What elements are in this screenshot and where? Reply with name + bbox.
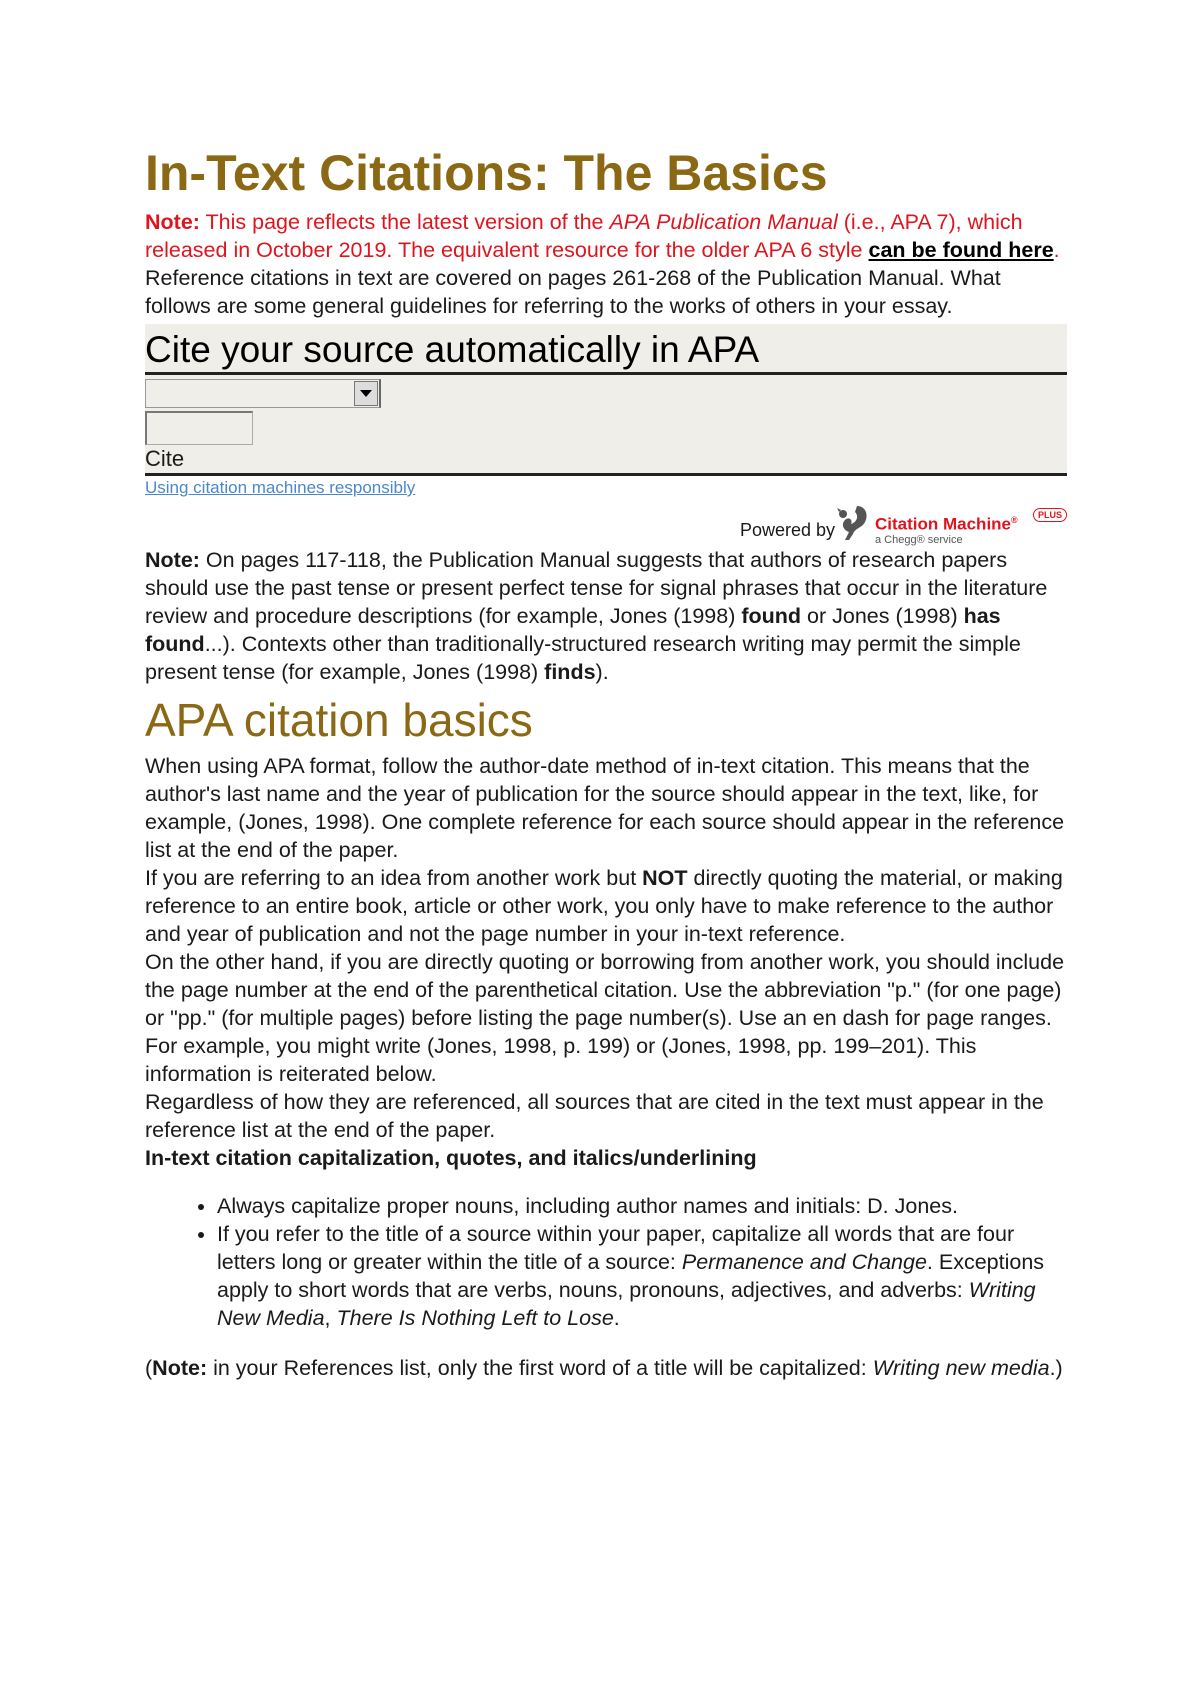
brand-mark: ® — [1011, 515, 1018, 525]
paragraph-reference-list: Regardless of how they are referenced, all sources that are cited in the text must appear in the reference list at the end of the paper. — [145, 1090, 1044, 1142]
apa6-link[interactable]: can be found here — [868, 238, 1054, 262]
subheading-capitalization: In-text citation capitalization, quotes, and italics/underlining — [145, 1146, 757, 1170]
list-item: • If you refer to the title of a source within your paper, capitalize all words that are four letters long or greater within the title of a source: Permanence and Change. Exceptions apply to short words that are verbs, nouns, pronouns, adjectives, and adverbs: Writing New Media, There Is Nothing Left to Lose. — [217, 1220, 1065, 1332]
intro-paragraph: Reference citations in text are covered on pages 261-268 of the Publication Manual. What follows are some general guidelines for referring to the works of others in your essay. — [145, 266, 1001, 318]
capitalization-list — [145, 1192, 1065, 1332]
source-search-input[interactable] — [145, 411, 253, 445]
citation-machine-logo[interactable] — [835, 500, 1075, 544]
chevron-down-icon[interactable] — [354, 381, 378, 406]
page-title: In-Text Citations: The Basics — [145, 145, 828, 201]
manual-title: APA Publication Manual — [609, 210, 838, 234]
tense-note: Note: On pages 117-118, the Publication Manual suggests that authors of research papers should use the past tense or present perfect tense for signal phrases that occur in the literature review and procedure descriptions (for example, Jones (1998) found or Jones (1998) has found...). Contexts other than traditionally-structured research writing may permit the simple present tense (for example, Jones (1998) finds). — [145, 548, 1048, 684]
powered-by-label: Powered by — [740, 520, 836, 540]
brand-name: Citation Machine® — [875, 514, 1018, 534]
citation-widget — [145, 324, 1067, 476]
brand-subtitle: a Chegg® service — [875, 534, 963, 546]
section-title: APA citation basics — [145, 694, 533, 746]
paragraph-quoting: On the other hand, if you are directly quoting or borrowing from another work, you should include the page number at the end of the parenthetical citation. Use the abbreviation "p." (for one page) or "pp." (for multiple pages) before listing the page number(s). Use an en dash for page ranges. For example, you might write (Jones, 1998, p. 199) or (Jones, 1998, pp. 199–201). This information is reiterated below. — [145, 950, 1065, 1086]
citation-widget-body — [145, 375, 1067, 476]
plus-badge: PLUS — [1033, 508, 1067, 522]
cite-button[interactable]: Cite — [145, 446, 185, 471]
list-item: • Always capitalize proper nouns, including author names and initials: D. Jones. — [217, 1192, 1065, 1220]
article-content — [145, 140, 1065, 1382]
paragraph-author-date: When using APA format, follow the author-date method of in-text citation. This means that the author's last name and the year of publication for the source should appear in the text, like, for example, (Jones, 1998). One complete reference for each source should appear in the reference list at the end of the paper. — [145, 754, 1065, 862]
squirrel-icon — [835, 502, 871, 542]
source-type-select[interactable] — [145, 379, 381, 408]
citation-widget-heading: Cite your source automatically in APA — [145, 324, 1067, 375]
responsible-use-link[interactable]: Using citation machines responsibly — [145, 478, 416, 497]
note-label: Note: — [145, 548, 200, 572]
references-note: (Note: in your References list, only the first word of a title will be capitalized: Writing new media.) — [145, 1356, 1063, 1380]
powered-by — [145, 500, 1065, 546]
paragraph-paraphrase: If you are referring to an idea from another work but NOT directly quoting the material, or making reference to an entire book, article or other work, you only have to make reference to the author and year of publication and not the page number in your in-text reference. — [145, 866, 1063, 946]
version-note: Note: This page reflects the latest version of the APA Publication Manual (i.e., APA 7), which released in October 2019. The equivalent resource for the older APA 6 style can be found here. — [145, 210, 1060, 262]
note-label: Note: — [145, 210, 200, 234]
